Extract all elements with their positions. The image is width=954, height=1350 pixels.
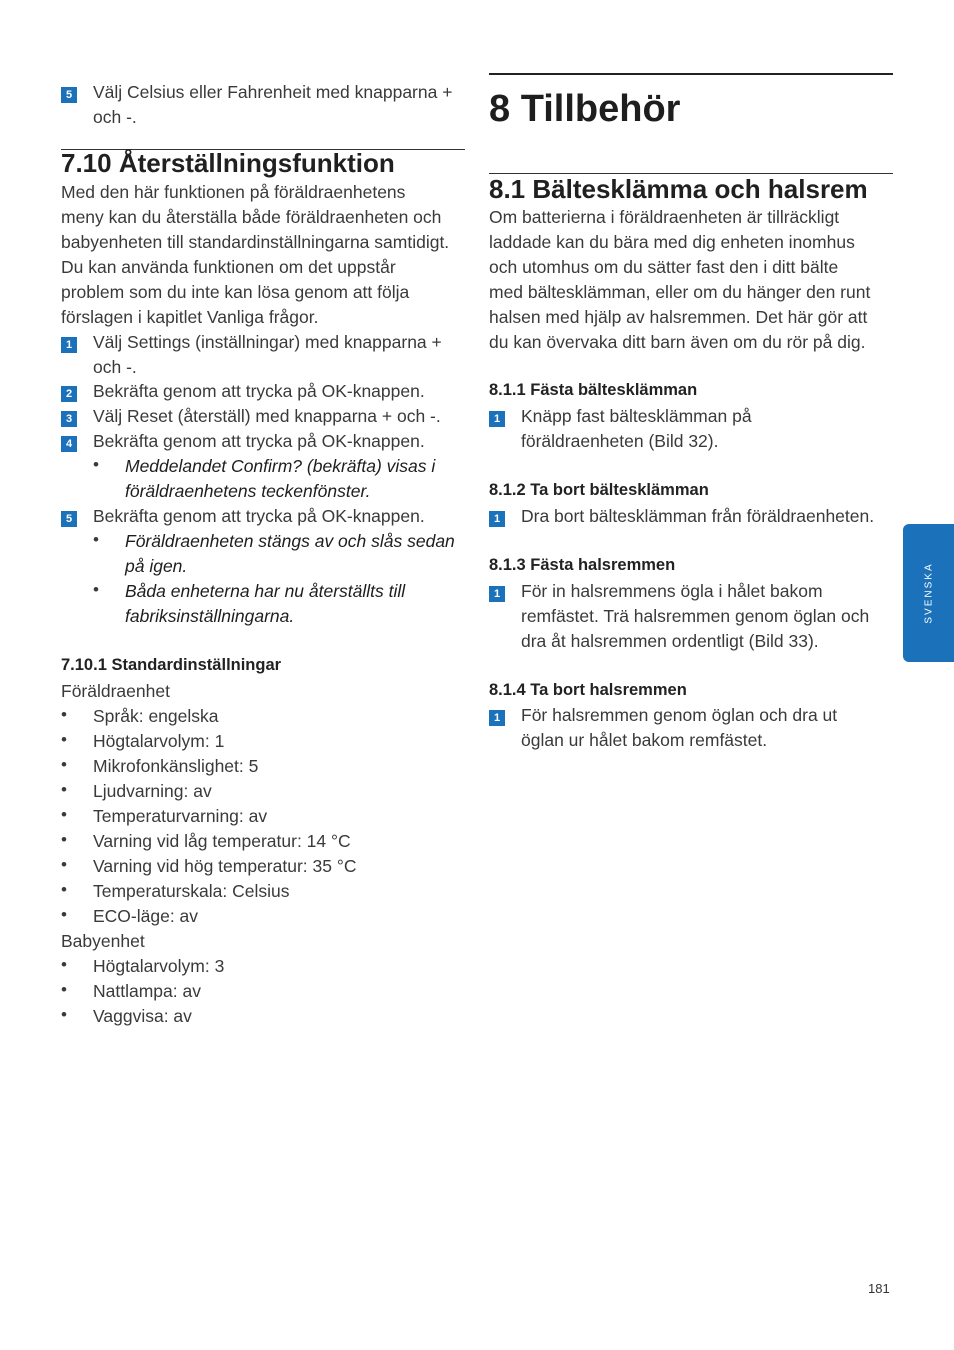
step-text: dra åt halsremmen ordentligt (Bild 33). [521, 631, 819, 651]
section-title: 8.1 Bältesklämma och halsrem [489, 174, 868, 204]
list-item: Mikrofonkänslighet: 5 [93, 756, 259, 776]
bullet: • [61, 730, 67, 749]
body-line: Du kan använda funktionen om det uppstår [61, 257, 396, 277]
step-number-badge: 1 [489, 511, 505, 527]
note-text: Meddelandet Confirm? (bekräfta) visas i [125, 456, 436, 476]
bullet: • [61, 955, 67, 974]
body-line: laddade kan du bära med dig enheten inomhus [489, 232, 855, 252]
step-text: För halsremmen genom öglan och dra ut [521, 705, 838, 725]
list-item: Nattlampa: av [93, 981, 201, 1001]
body-line: och utomhus om du sätter fast den i ditt bälte [489, 257, 839, 277]
step-number-badge: 2 [61, 386, 77, 402]
bullet: • [61, 805, 67, 824]
language-tab-label: SVENSKA [923, 562, 934, 624]
chapter-title: 8 Tillbehör [489, 88, 681, 130]
subsection-title: 8.1.2 Ta bort bältesklämman [489, 481, 709, 499]
bullet: • [93, 530, 99, 549]
subsection-title: 8.1.1 Fästa bältesklämman [489, 381, 698, 399]
bullet: • [61, 755, 67, 774]
body-line: du kan övervaka ditt barn även om du rör på dig. [489, 332, 866, 352]
section-title: 7.10 Återställningsfunktion [61, 148, 395, 178]
page-number: 181 [868, 1281, 890, 1296]
bullet: • [93, 580, 99, 599]
list-item: ECO-läge: av [93, 906, 199, 926]
step-text: Välj Reset (återställ) med knapparna + och -. [93, 406, 441, 426]
step-number-badge: 1 [489, 411, 505, 427]
bullet: • [61, 855, 67, 874]
step-text: Bekräfta genom att trycka på OK-knappen. [93, 431, 425, 451]
list-item: Högtalarvolym: 3 [93, 956, 225, 976]
list-item: Vaggvisa: av [93, 1006, 192, 1026]
step-text: Knäpp fast bältesklämman på [521, 406, 752, 426]
step-text: Välj Celsius eller Fahrenheit med knapparna + [93, 82, 453, 102]
step-text: För in halsremmens ögla i hålet bakom [521, 581, 823, 601]
bullet: • [93, 455, 99, 474]
step-text: Bekräfta genom att trycka på OK-knappen. [93, 381, 425, 401]
step-number-badge: 1 [489, 710, 505, 726]
subsection-title: 8.1.3 Fästa halsremmen [489, 556, 676, 574]
subsection-title: 8.1.4 Ta bort halsremmen [489, 681, 687, 699]
step-text: öglan ur hålet bakom remfästet. [521, 730, 768, 750]
note-text: fabriksinställningarna. [125, 606, 295, 626]
body-line: babyenheten till standardinställningarna samtidigt. [61, 232, 450, 252]
step-text: Välj Settings (inställningar) med knapparna + [93, 332, 442, 352]
body-line: förslagen i kapitlet Vanliga frågor. [61, 307, 319, 327]
chapter-divider [489, 73, 893, 75]
step-number-badge: 1 [489, 586, 505, 602]
body-line: med bältesklämman, eller om du hänger den runt [489, 282, 871, 302]
bullet: • [61, 880, 67, 899]
step-number-badge: 1 [61, 337, 77, 353]
bullet: • [61, 830, 67, 849]
subsection-title: 7.10.1 Standardinställningar [61, 656, 282, 674]
list-item: Högtalarvolym: 1 [93, 731, 225, 751]
body-line: meny kan du återställa både föräldraenheten och [61, 207, 442, 227]
group-label: Föräldraenhet [61, 681, 170, 701]
bullet: • [61, 705, 67, 724]
body-line: halsen med hjälp av halsremmen. Det här gör att [489, 307, 868, 327]
step-text: och -. [93, 107, 137, 127]
body-line: Med den här funktionen på föräldraenhetens [61, 182, 406, 202]
bullet: • [61, 980, 67, 999]
step-number-badge: 3 [61, 411, 77, 427]
list-item: Temperaturskala: Celsius [93, 881, 290, 901]
language-side-tab [903, 524, 954, 662]
note-text: Föräldraenheten stängs av och slås sedan [125, 531, 455, 551]
body-line: Om batterierna i föräldraenheten är tillräckligt [489, 207, 840, 227]
step-number-badge: 5 [61, 87, 77, 103]
step-text: Dra bort bältesklämman från föräldraenheten. [521, 506, 875, 526]
step-text: och -. [93, 357, 137, 377]
bullet: • [61, 905, 67, 924]
bullet: • [61, 780, 67, 799]
list-item: Temperaturvarning: av [93, 806, 268, 826]
note-text: föräldraenhetens teckenfönster. [125, 481, 371, 501]
bullet: • [61, 1005, 67, 1024]
list-item: Varning vid låg temperatur: 14 °C [93, 831, 351, 851]
note-text: Båda enheterna har nu återställts till [125, 581, 406, 601]
list-item: Språk: engelska [93, 706, 219, 726]
body-line: problem som du inte kan lösa genom att följa [61, 282, 410, 302]
list-item: Ljudvarning: av [93, 781, 212, 801]
step-number-badge: 4 [61, 436, 77, 452]
group-label: Babyenhet [61, 931, 145, 951]
step-text: föräldraenheten (Bild 32). [521, 431, 719, 451]
step-text: Bekräfta genom att trycka på OK-knappen. [93, 506, 425, 526]
step-text: remfästet. Trä halsremmen genom öglan och [521, 606, 870, 626]
list-item: Varning vid hög temperatur: 35 °C [93, 856, 357, 876]
note-text: på igen. [125, 556, 188, 576]
step-number-badge: 5 [61, 511, 77, 527]
